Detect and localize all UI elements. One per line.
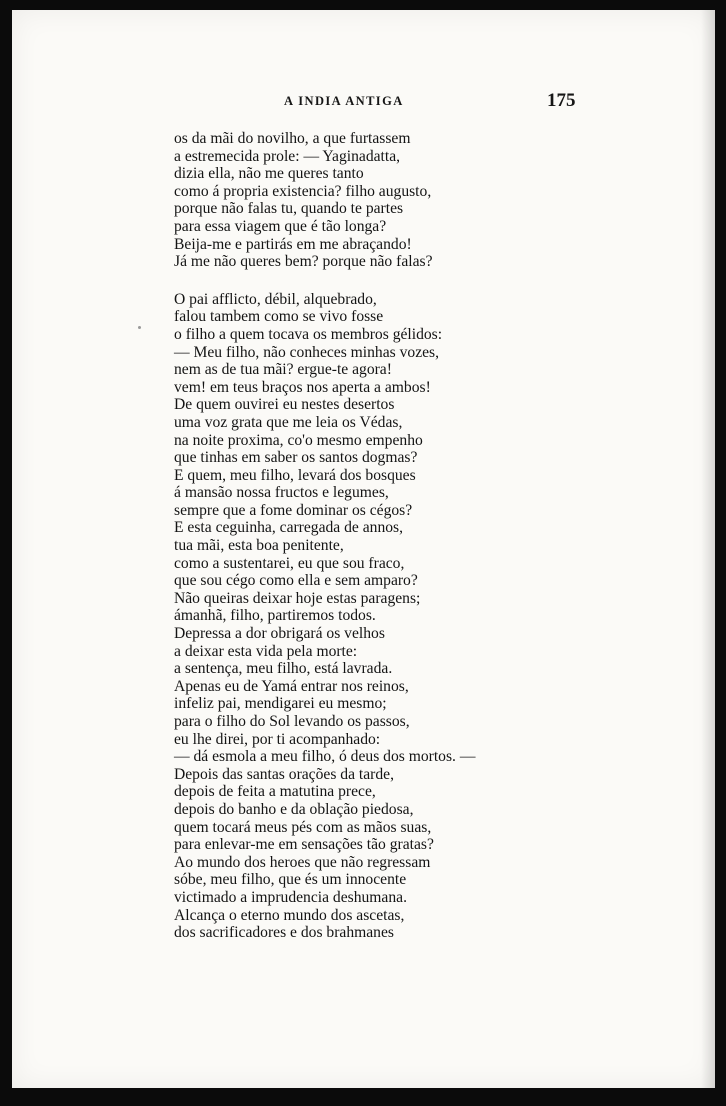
verse-line: dizia ella, não me queres tanto [174, 165, 364, 183]
stanza-2 [174, 291, 674, 942]
verse-line: Depressa a dor obrigará os velhos [174, 625, 385, 643]
verse-line: sóbe, meu filho, que és um innocente [174, 871, 407, 889]
verse-line: Já me não queres bem? porque não falas? [174, 253, 433, 271]
verse-line: uma voz grata que me leia os Védas, [174, 413, 403, 431]
verse-line: sempre que a fome dominar os cégos? [174, 501, 413, 519]
verse-line: que tinhas em saber os santos dogmas? [174, 449, 418, 467]
verse-line: De quem ouvirei eu nestes desertos [174, 396, 395, 414]
page-header [12, 90, 715, 114]
verse-line: a sentença, meu filho, está lavrada. [174, 660, 393, 678]
verse-line: depois do banho e da oblação piedosa, [174, 800, 414, 818]
verse-line: infeliz pai, mendigarei eu mesmo; [174, 695, 387, 713]
book-page [12, 10, 715, 1088]
verse-line: Depois das santas orações da tarde, [174, 765, 394, 783]
verse-line: á mansão nossa fructos e legumes, [174, 484, 389, 502]
verse-line: Não queiras deixar hoje estas paragens; [174, 589, 421, 607]
verse-line: eu lhe direi, por ti acompanhado: [174, 730, 381, 748]
verse-line: depois de feita a matutina prece, [174, 783, 376, 801]
stanza-break [174, 271, 674, 291]
verse-line: Apenas eu de Yamá entrar nos reinos, [174, 677, 409, 695]
verse-line: O pai afflicto, débil, alquebrado, [174, 290, 377, 308]
verse-line: para enlevar-me em sensações tão gratas? [174, 836, 434, 854]
verse-line: — dá esmola a meu filho, ó deus dos mortos. — [174, 748, 476, 766]
verse-line: Beija-me e partirás em me abraçando! [174, 235, 412, 253]
verse-line: quem tocará meus pés com as mãos suas, [174, 818, 432, 836]
verse-line: tua mãi, esta boa penitente, [174, 537, 344, 555]
page-number: 175 [547, 90, 576, 111]
verse-line: victimado a imprudencia deshumana. [174, 888, 407, 906]
verse-line: falou tambem como se vivo fosse [174, 308, 384, 326]
verse-line: vem! em teus braços nos aperta a ambos! [174, 378, 431, 396]
verse-line: — Meu filho, não conheces minhas vozes, [174, 343, 440, 361]
verse-line: a deixar esta vida pela morte: [174, 642, 358, 660]
stanza-1 [174, 130, 674, 271]
verse-line: que sou cégo como ella e sem amparo? [174, 572, 418, 590]
verse-line: Ao mundo dos heroes que não regressam [174, 853, 431, 871]
verse-line: nem as de tua mãi? ergue-te agora! [174, 361, 392, 379]
verse-line: a estremecida prole: — Yaginadatta, [174, 147, 401, 165]
paper-speck [138, 326, 141, 329]
verse-line: como á propria existencia? filho augusto, [174, 182, 432, 200]
verse-line: dos sacrificadores e dos brahmanes [174, 924, 394, 942]
verse-line: o filho a quem tocava os membros gélidos: [174, 325, 443, 343]
page-edge-shadow [701, 10, 715, 1088]
verse-line: como a sustentarei, eu que sou fraco, [174, 554, 405, 572]
verse-line: ámanhã, filho, partiremos todos. [174, 607, 376, 625]
verse-line: E quem, meu filho, levará dos bosques [174, 466, 416, 484]
verse-line: os da mãi do novilho, a que furtassem [174, 130, 411, 147]
poem-body [174, 130, 674, 942]
verse-line: para essa viagem que é tão longa? [174, 217, 387, 235]
verse-line: para o filho do Sol levando os passos, [174, 713, 410, 730]
running-title: A INDIA ANTIGA [284, 94, 404, 108]
verse-line: porque não falas tu, quando te partes [174, 200, 404, 218]
verse-line: na noite proxima, co'o mesmo empenho [174, 431, 423, 449]
verse-line: Alcança o eterno mundo dos ascetas, [174, 906, 405, 924]
verse-line: E esta ceguinha, carregada de annos, [174, 519, 404, 537]
